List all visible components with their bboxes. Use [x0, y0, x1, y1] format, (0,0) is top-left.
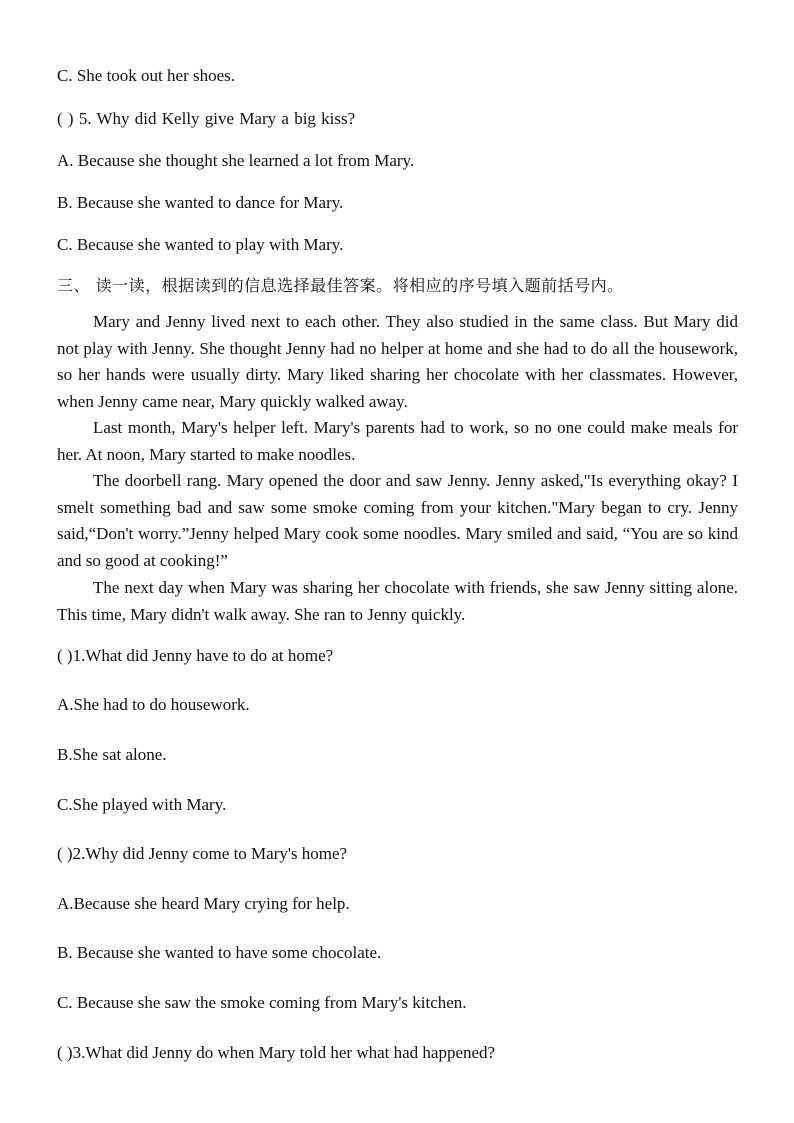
- question-2-option-c: C. Because she saw the smoke coming from Mary's kitchen.: [57, 993, 467, 1012]
- question-3-prompt: ( )3.What did Jenny do when Mary told her what had happened?: [57, 1043, 496, 1062]
- q4-option-c: C. She took out her shoes.: [57, 66, 236, 85]
- question-2-prompt: ( )2.Why did Jenny come to Mary's home?: [57, 844, 348, 863]
- passage-paragraph-1: Mary and Jenny lived next to each other. They also studied in the same class. But Mary did not play with Jenny. She thought Jenny had no helper at home and she had to do all the housework, so her hands were usually dirty. Mary liked sharing her chocolate with her classmates. However, when Jenny came near, Mary quickly walked away.: [57, 312, 738, 411]
- q5-option-a: A. Because she thought she learned a lot from Mary.: [57, 151, 415, 170]
- question-2-option-a: A.Because she heard Mary crying for help.: [57, 894, 350, 913]
- section3-instruction: 三、 读一读，根据读到的信息选择最佳答案。将相应的序号填入题前括号内。: [57, 276, 624, 295]
- question-1-option-c: C.She played with Mary.: [57, 795, 227, 814]
- passage-paragraph-2: Last month, Mary's helper left. Mary's parents had to work, so no one could make meals for her. At noon, Mary started to make noodles.: [57, 418, 738, 464]
- question-1-prompt: ( )1.What did Jenny have to do at home?: [57, 646, 334, 665]
- question-1-option-b: B.She sat alone.: [57, 745, 167, 764]
- question-1-option-a: A.She had to do housework.: [57, 695, 250, 714]
- q5-option-c: C. Because she wanted to play with Mary.: [57, 235, 344, 254]
- passage-paragraph-4: The next day when Mary was sharing her chocolate with friends, she saw Jenny sitting alone. This time, Mary didn't walk away. She ran to Jenny quickly.: [57, 578, 738, 624]
- q5-question: ( ) 5. Why did Kelly give Mary a big kiss?: [57, 109, 356, 128]
- q5-option-b: B. Because she wanted to dance for Mary.: [57, 193, 344, 212]
- passage-paragraph-3: The doorbell rang. Mary opened the door and saw Jenny. Jenny asked,"Is everything okay? I smelt something bad and saw some smoke coming from your kitchen."Mary began to cry. Jenny said,“Don't worry.”Jenny helped Mary cook some noodles. Mary smiled and said, “You are so kind and so good at cooking!”: [57, 471, 738, 570]
- question-2-option-b: B. Because she wanted to have some chocolate.: [57, 943, 382, 962]
